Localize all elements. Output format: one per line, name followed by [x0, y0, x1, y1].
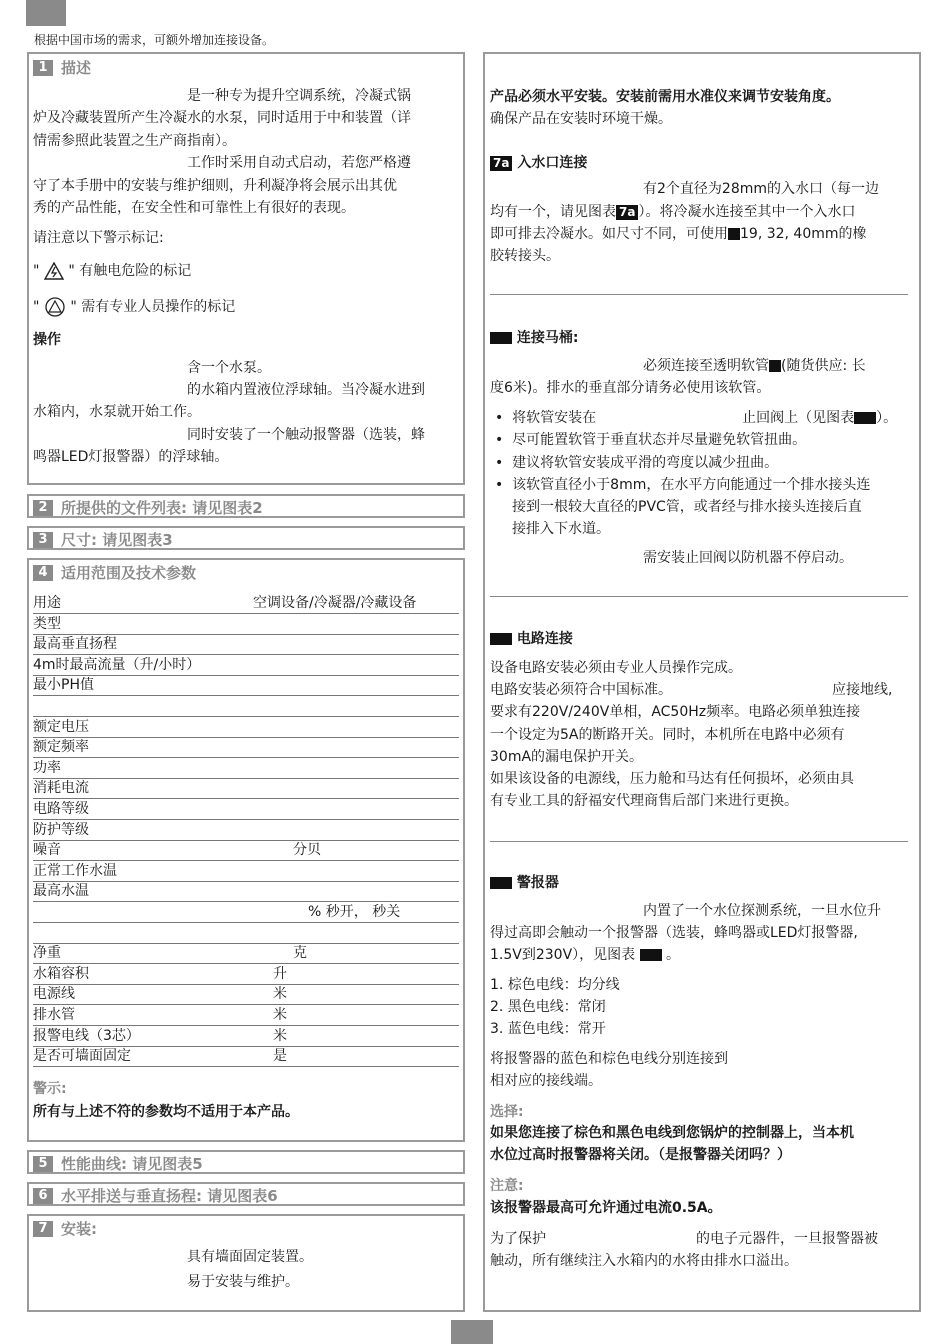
param-value: 是 [273, 1048, 287, 1065]
op-line1: 含一个水泵。 [187, 360, 271, 376]
electric-header [490, 629, 573, 649]
inlet-line3-a: 即可排去冷凝水。如尺寸不同，可使用 [490, 226, 728, 242]
section-7-header [33, 1218, 97, 1239]
section-4-header [33, 562, 196, 583]
section-title: 适用范围及技术参数 [61, 564, 197, 582]
param-row [33, 675, 459, 696]
install-line2: 易于安装与维护。 [187, 1274, 299, 1290]
inlet-line3 [490, 224, 867, 244]
electric-title: 电路连接 [516, 631, 573, 647]
toilet-line1-b: (随货供应: 长 [781, 358, 866, 374]
param-label: 正常工作水温 [33, 862, 117, 879]
dry-install-note: 确保产品在安装时环境干燥。 [490, 111, 672, 127]
alarm-header [490, 873, 559, 893]
bullet-2: • 尽可能置软管于垂直状态并尽量避免软管扭曲。 [495, 432, 807, 448]
wire-black: 2. 黑色电线：常闭 [490, 999, 606, 1015]
section-marker [490, 633, 512, 645]
param-row [33, 737, 459, 758]
section-number: 1 [33, 60, 53, 76]
choice-line1: 如果您连接了棕色和黑色电线到您锅炉的控制器上，当本机 [490, 1125, 854, 1141]
redacted-mark [728, 228, 740, 240]
elec-line2 [490, 680, 892, 700]
param-label: 最小PH值 [33, 677, 94, 694]
desc-p1-line1: 是一种专为提升空调系统，冷凝式锅 [187, 88, 411, 104]
param-row [33, 984, 459, 1005]
param-value: 空调设备/冷凝器/冷藏设备 [253, 595, 417, 611]
elec-line2-a: 电路安装必须符合中国标准。 [490, 682, 672, 698]
warn-expert: " " 需有专业人员操作的标记 [33, 299, 236, 315]
section-number: 2 [33, 500, 53, 516]
divider [490, 841, 908, 842]
param-label: 净重 [33, 945, 61, 962]
toilet-line1-a: 必须连接至透明软管 [643, 358, 769, 374]
top-note: 根据中国市场的需求，可额外增加连接设备。 [34, 33, 275, 47]
elec-line2-b: 应接地线, [832, 682, 893, 698]
bullet-2-text: 尽可能置软管于垂直状态并尽量避免软管扭曲。 [512, 432, 807, 448]
section-5-header [33, 1153, 203, 1174]
desc-p2-line2: 守了本手册中的安装与维护细则，升利凝净将会展示出其优 [33, 178, 397, 194]
toilet-title: 连接马桶: [516, 330, 579, 346]
alarm-line3 [490, 945, 680, 965]
param-label: 噪音 [33, 842, 61, 859]
param-value: 米 [273, 1007, 287, 1023]
param-value: 克 [293, 945, 307, 962]
redacted-mark [640, 949, 662, 961]
param-row [33, 840, 459, 861]
desc-p1-line3: 情需参照此装置之生产商指南）。 [33, 133, 236, 149]
section-1-header [33, 57, 91, 78]
corner-tab [26, 0, 66, 26]
op-line5: 鸣器LED灯报警器）的浮球轴。 [33, 449, 229, 465]
divider [490, 294, 908, 295]
param-label: 水箱容积 [33, 965, 89, 982]
param-label: 电源线 [33, 986, 75, 1003]
inlet-title: 入水口连接 [517, 155, 588, 171]
param-label: 排水管 [33, 1007, 75, 1023]
toilet-line2: 度6米)。排水的垂直部分请务必使用该软管。 [490, 380, 771, 396]
param-label: 是否可墙面固定 [33, 1048, 131, 1065]
bullet-3: • 建议将软管安装成平滑的弯度以减少扭曲。 [495, 455, 779, 471]
param-row [33, 943, 459, 964]
param-row [33, 634, 459, 655]
param-row [33, 1046, 459, 1067]
desc-p2-line1: 工作时采用自动式启动，若您严格遵 [187, 155, 411, 171]
level-install-note: 产品必须水平安装。安装前需用水准仪来调节安装角度。 [490, 89, 840, 105]
bullet-4-cont1: 接到一根较大直径的PVC管，或者经与排水接头连接后直 [512, 499, 862, 515]
op-line2: 的水箱内置液位浮球轴。当冷凝水进到 [187, 382, 425, 398]
section-2-header [33, 497, 263, 518]
op-line4: 同时安装了一个触动报警器（选装，蜂 [187, 427, 425, 443]
bullet-1-b: 止回阀上（见图表 [742, 410, 855, 426]
choice-line2: 水位过高时报警器将关闭。（是报警器关闭吗？） [490, 1147, 791, 1163]
wire-brown: 1. 棕色电线：均分线 [490, 977, 620, 993]
protect-line2: 触动，所有继续注入水箱内的水将由排水口溢出。 [490, 1253, 798, 1269]
protect-line1-b: 的电子元器件，一旦报警器被 [696, 1231, 878, 1247]
inlet-line4: 胶转接头。 [490, 248, 560, 264]
desc-p2-line3: 秀的产品性能，在安全性和可靠性上有很好的表现。 [33, 200, 355, 216]
bullet-4: • 该软管直径小于8mm，在水平方向能通过一个排水接头连 [495, 477, 871, 493]
param-label: 最高垂直扬程 [33, 636, 117, 653]
toilet-line1 [643, 356, 866, 376]
inlet-line2-a: 均有一个，请见图表 [490, 204, 616, 220]
wire-blue: 3. 蓝色电线：常开 [490, 1021, 606, 1037]
section-title: 尺寸: 请见图表3 [61, 531, 173, 549]
operation-title: 操作 [33, 332, 61, 348]
redacted-mark [769, 360, 781, 372]
section-3-header [33, 529, 173, 550]
param-value: 米 [273, 986, 287, 1003]
param-row [33, 593, 459, 614]
elec-line3: 要求有220V/240V单相，AC50Hz频率。电路必须单独连接 [490, 704, 861, 720]
section-title: 性能曲线: 请见图表5 [61, 1155, 203, 1173]
op-line3: 水箱内，水泵就开始工作。 [33, 404, 201, 420]
bullet-4-text: 该软管直径小于8mm，在水平方向能通过一个排水接头连 [512, 477, 871, 493]
param-label: 报警电线（3芯） [33, 1027, 140, 1044]
param-label: 电路等级 [33, 801, 89, 817]
inlet-line2 [490, 202, 855, 222]
elec-line1: 设备电路安装必须由专业人员操作完成。 [490, 660, 742, 676]
bullet-4-cont2: 接排入下水道。 [512, 521, 610, 537]
param-label: 4m时最高流量（升/小时） [33, 656, 201, 673]
param-row [33, 964, 459, 985]
param-row [33, 655, 459, 676]
param-row [33, 820, 459, 841]
param-row [33, 881, 459, 902]
install-line1: 具有墙面固定装置。 [187, 1249, 313, 1265]
elec-line6: 如果该设备的电源线，压力舱和马达有任何损坏，必须由具 [490, 771, 854, 787]
section-number: 4 [33, 565, 53, 581]
elec-line5: 30mA的漏电保护开关。 [490, 749, 644, 765]
param-value: % 秒开， 秒关 [308, 904, 401, 920]
bullet-1: • 将软管安装在 止回阀上（见图表 ）。 [495, 410, 898, 426]
param-row [33, 614, 459, 635]
page-tab [451, 1320, 493, 1344]
param-label: 功率 [33, 759, 61, 776]
param-label: 额定电压 [33, 718, 89, 735]
alarm-line1: 内置了一个水位探测系统，一旦水位升 [643, 903, 881, 919]
expert-operator-icon [44, 297, 66, 317]
warn-title: 请注意以下警示标记: [33, 230, 164, 246]
toilet-header [490, 328, 578, 348]
bullet-1-c: ）。 [876, 410, 898, 426]
alarm-line3-b: 。 [666, 947, 681, 963]
redacted-mark [854, 412, 876, 424]
alarm-title: 警报器 [516, 875, 559, 891]
electric-hazard-icon [44, 262, 64, 280]
param-row [33, 758, 459, 779]
note-title: 注意: [490, 1178, 524, 1194]
notice-title: 警示: [33, 1081, 67, 1097]
section-6-header [33, 1185, 278, 1206]
param-row [33, 861, 459, 882]
param-row [33, 923, 459, 944]
param-row [33, 1026, 459, 1047]
divider [490, 596, 908, 597]
inlet-line3-b: 19, 32, 40mm的橡 [740, 226, 867, 242]
param-label: 用途 [33, 595, 61, 611]
param-row [33, 799, 459, 820]
section-title: 所提供的文件列表: 请见图表2 [61, 499, 263, 517]
bullet-3-text: 建议将软管安装成平滑的弯度以减少扭曲。 [512, 455, 779, 471]
section-marker [490, 877, 512, 889]
check-valve-note: 需安装止回阀以防机器不停启动。 [643, 550, 853, 566]
param-row [33, 696, 459, 717]
alarm-line2: 得过高即会触动一个报警器（选装，蜂鸣器或LED灯报警器, [490, 925, 858, 941]
section-marker [490, 332, 512, 344]
figure-7a-tag: 7a [490, 156, 512, 171]
param-value: 分贝 [293, 842, 321, 859]
section-number: 7 [33, 1221, 53, 1237]
param-row [33, 902, 459, 923]
elec-line7: 有专业工具的舒福安代理商售后部门来进行更换。 [490, 793, 798, 809]
param-label: 类型 [33, 615, 61, 632]
section-number: 5 [33, 1156, 53, 1172]
choice-title: 选择: [490, 1104, 524, 1120]
alarm-line3-a: 1.5V到230V），见图表 [490, 947, 636, 963]
param-row [33, 778, 459, 799]
connect-line1: 将报警器的蓝色和棕色电线分别连接到 [490, 1051, 728, 1067]
protect-line1 [490, 1229, 878, 1249]
elec-line4: 一个设定为5A的断路开关。同时，本机所在电路中必须有 [490, 727, 845, 743]
section-title: 安装: [61, 1220, 97, 1238]
inlet-header [490, 153, 587, 173]
warn-electric: " " 有触电危险的标记 [33, 263, 192, 279]
param-label: 消耗电流 [33, 780, 89, 797]
param-label: 额定频率 [33, 739, 89, 756]
section-number: 3 [33, 532, 53, 548]
section-number: 6 [33, 1188, 53, 1204]
param-row [33, 717, 459, 738]
protect-line1-a: 为了保护 [490, 1231, 546, 1247]
section-title: 水平排送与垂直扬程: 请见图表6 [61, 1187, 278, 1205]
param-label: 最高水温 [33, 883, 89, 900]
inlet-line1: 有2个直径为28mm的入水口（每一边 [643, 181, 879, 197]
param-value: 米 [273, 1027, 287, 1044]
connect-line2: 相对应的接线端。 [490, 1073, 602, 1089]
warn-electric-text: 有触电危险的标记 [79, 263, 192, 279]
param-label: 防护等级 [33, 821, 89, 838]
notice-text: 所有与上述不符的参数均不适用于本产品。 [33, 1104, 299, 1120]
note-text: 该报警器最高可允许通过电流0.5A。 [490, 1200, 722, 1216]
section-title: 描述 [61, 59, 92, 77]
warn-expert-text: 需有专业人员操作的标记 [81, 299, 236, 315]
param-row [33, 1005, 459, 1026]
bullet-1-a: 将软管安装在 [512, 410, 597, 426]
figure-7a-tag: 7a [616, 205, 638, 220]
param-value: 升 [273, 965, 287, 982]
inlet-line2-b: ）。将冷凝水连接至其中一个入水口 [638, 204, 856, 220]
desc-p1-line2: 炉及冷藏装置所产生冷凝水的水泵，同时适用于中和装置（详 [33, 110, 411, 126]
